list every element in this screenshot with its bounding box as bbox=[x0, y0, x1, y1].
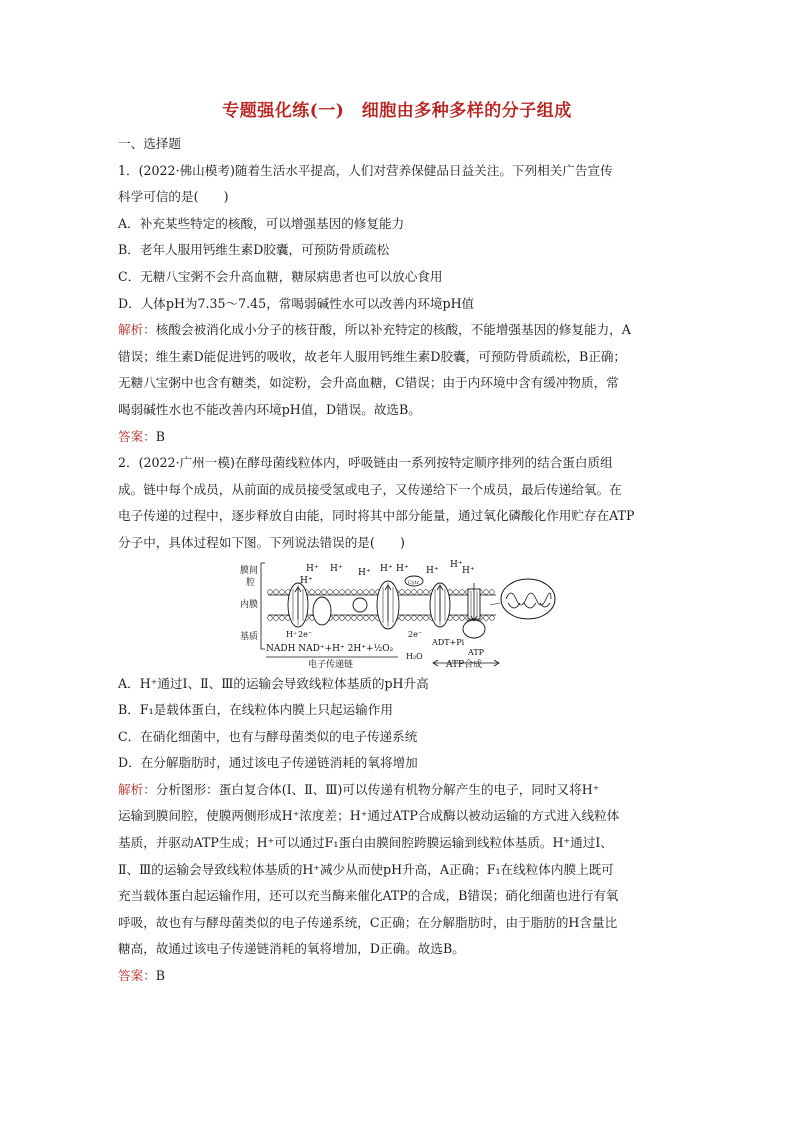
lipid-head bbox=[352, 615, 357, 620]
option-a: A．补充某些特定的核酸，可以增强基因的修复能力 bbox=[118, 215, 405, 231]
h-plus-label: H⁺ bbox=[358, 567, 371, 578]
lipid-head bbox=[346, 615, 351, 620]
question-1 bbox=[118, 158, 688, 451]
cytc-label: Cytc bbox=[408, 579, 420, 586]
analysis-label: 解析： bbox=[118, 781, 156, 797]
analysis-line: 充当载体蛋白起运输作用，还可以充当酶来催化ATP的合成，B错误；硝化细菌也进行有氧 bbox=[118, 888, 619, 904]
answer-line bbox=[118, 424, 688, 451]
h-plus-label: H⁺ bbox=[300, 575, 313, 586]
lipid-head bbox=[274, 589, 279, 594]
lipid-head bbox=[406, 615, 411, 620]
adt-label: ADT+Pi bbox=[432, 637, 465, 647]
lipid-head bbox=[352, 589, 357, 594]
answer-label: 答案： bbox=[118, 428, 156, 444]
lipid-head bbox=[328, 589, 333, 594]
analysis-text: 核酸会被消化成小分子的核苷酸，所以补充特定的核酸，不能增强基因的修复能力，A bbox=[155, 322, 631, 338]
lipid-head bbox=[400, 589, 405, 594]
analysis-line: 基质，并驱动ATP生成；H⁺可以通过F₁蛋白由膜间腔跨膜运输到线粒体基质。H⁺通过Ⅰ、 bbox=[118, 835, 613, 851]
option-b: B．老年人服用钙维生素D胶囊，可预防骨质疏松 bbox=[118, 242, 390, 258]
lipid-head bbox=[460, 615, 465, 620]
option-c: C．无糖八宝粥不会升高血糖，糖尿病患者也可以放心食用 bbox=[118, 268, 443, 284]
h-plus-label: H⁺ bbox=[306, 563, 319, 574]
label-matrix: 基质 bbox=[240, 631, 259, 642]
lipid-head bbox=[280, 589, 285, 594]
option-b: B．F₁是载体蛋白，在线粒体内膜上只起运输作用 bbox=[118, 702, 393, 718]
lipid-head bbox=[406, 589, 411, 594]
lipid-head bbox=[316, 589, 321, 594]
atp-syn-label: ATP合成 bbox=[446, 659, 483, 670]
analysis-line: 呼吸，故也有与酵母菌类似的电子传递系统，C正确；在分解脂肪时，由于脂肪的H含量比 bbox=[118, 914, 618, 930]
analysis-line: 喝弱碱性水也不能改善内环境pH值，D错误。故选B。 bbox=[118, 401, 421, 417]
electron-transport-figure bbox=[118, 559, 688, 671]
lipid-head bbox=[400, 615, 405, 620]
lipid-head bbox=[484, 615, 489, 620]
lipid-head bbox=[418, 615, 423, 620]
lipid-head bbox=[268, 589, 273, 594]
page-title: 专题强化练(一) 细胞由多种多样的分子组成 bbox=[222, 101, 572, 121]
complex-2 bbox=[313, 597, 331, 625]
h-plus-label: H⁺ bbox=[426, 565, 439, 576]
analysis-line: Ⅱ、Ⅲ的运输会导致线粒体基质的H⁺减少从而使pH升高，A正确；F₁在线粒体内膜上既可 bbox=[118, 861, 614, 877]
water-label: H₂O bbox=[406, 651, 423, 661]
figure-svg bbox=[238, 559, 568, 671]
lipid-head bbox=[460, 589, 465, 594]
lipid-head bbox=[310, 589, 315, 594]
section-heading: 一、选择题 bbox=[118, 136, 181, 151]
lipid-head bbox=[280, 615, 285, 620]
lipid-head bbox=[322, 589, 327, 594]
lipid-head bbox=[424, 589, 429, 594]
callout-line bbox=[490, 603, 500, 605]
nadh-label: NADH NAD⁺+H⁺ 2H⁺+½O₂ bbox=[266, 643, 394, 654]
chain-label: 电子传递链 bbox=[308, 659, 354, 670]
question-stem-line: 分子中，具体过程如下图。下列说法错误的是( ) bbox=[118, 534, 405, 550]
lipid-head bbox=[274, 615, 279, 620]
lipid-head bbox=[334, 589, 339, 594]
lipid-head bbox=[370, 615, 375, 620]
lipid-head bbox=[370, 589, 375, 594]
analysis-line: 无糖八宝粥中也含有糖类，如淀粉，会升高血糖，C错误；由于内环境中含有缓冲物质，常 bbox=[118, 375, 619, 391]
analysis-line bbox=[118, 317, 688, 344]
electron-label-2: 2e⁻ bbox=[408, 629, 423, 639]
lipid-head bbox=[424, 615, 429, 620]
analysis-line: 糖高，故通过该电子传递链消耗的氧将增加，D正确。故选B。 bbox=[118, 941, 465, 957]
answer-line bbox=[118, 963, 688, 990]
lipid-head bbox=[412, 615, 417, 620]
h-plus-matrix: H⁺ bbox=[286, 629, 298, 639]
option-d: D．在分解脂肪时，通过该电子传递链消耗的氧将增加 bbox=[118, 755, 418, 771]
lipid-head bbox=[412, 589, 417, 594]
lipid-head bbox=[490, 589, 495, 594]
lipid-head bbox=[358, 615, 363, 620]
h-plus-label: H⁺ bbox=[462, 565, 475, 576]
lipid-head bbox=[268, 615, 273, 620]
lipid-head bbox=[346, 589, 351, 594]
question-stem-line: 科学可信的是( ) bbox=[118, 189, 229, 205]
question-stem-line: 电子传递的过程中，逐步释放自由能，同时将其中部分能量，通过氧化磷酸化作用贮存在ATP bbox=[118, 508, 635, 524]
atp-synthase-f1 bbox=[463, 620, 485, 638]
label-space-top: 膜间 bbox=[240, 565, 259, 576]
answer-value: B bbox=[155, 968, 166, 984]
answer-value: B bbox=[155, 428, 166, 444]
question-stem-line: 成。链中每个成员，从前面的成员接受氢或电子，又传递给下一个成员，最后传递给氧。在 bbox=[118, 481, 622, 497]
h-plus-label: H⁺ bbox=[396, 563, 409, 574]
analysis-line: 运输到膜间腔，使膜两侧形成H⁺浓度差；H⁺通过ATP合成酶以被动运输的方式进入线粒体 bbox=[118, 808, 620, 824]
analysis-line: 错误；维生素D能促进钙的吸收，故老年人服用钙维生素D胶囊，可预防骨质疏松，B正确； bbox=[118, 348, 627, 364]
h-plus-label: H⁺ bbox=[450, 559, 463, 570]
option-a: A．H⁺通过Ⅰ、Ⅱ、Ⅲ的运输会导致线粒体基质的pH升高 bbox=[118, 675, 429, 691]
lipid-head bbox=[418, 589, 423, 594]
mitochondrion-icon bbox=[501, 579, 555, 619]
h-plus-label: H⁺ bbox=[380, 563, 393, 574]
analysis-text: 分析图形：蛋白复合体(Ⅰ、Ⅱ、Ⅲ)可以传递有机物分解产生的电子，同时又将H⁺ bbox=[155, 781, 600, 797]
lipid-head bbox=[454, 589, 459, 594]
lipid-head bbox=[340, 589, 345, 594]
lipid-head bbox=[364, 589, 369, 594]
option-d: D．人体pH为7.35～7.45，常喝弱碱性水可以改善内环境pH值 bbox=[118, 295, 475, 311]
h-plus-label: H⁺ bbox=[330, 563, 343, 574]
document-body bbox=[118, 131, 688, 990]
label-membrane: 内膜 bbox=[240, 599, 259, 610]
lipid-head bbox=[340, 615, 345, 620]
analysis-label: 解析： bbox=[118, 322, 156, 338]
bracket bbox=[261, 563, 265, 649]
lipid-head bbox=[334, 615, 339, 620]
answer-label: 答案： bbox=[118, 968, 156, 984]
lipid-head bbox=[454, 615, 459, 620]
lipid-head bbox=[484, 589, 489, 594]
option-c: C．在硝化细菌中，也有与酵母菌类似的电子传递系统 bbox=[118, 728, 418, 744]
question-2 bbox=[118, 450, 688, 990]
lipid-head bbox=[358, 589, 363, 594]
label-space-bottom: 腔 bbox=[246, 577, 256, 588]
electron-label: 2e⁻ bbox=[298, 629, 313, 639]
complex-q bbox=[353, 598, 367, 612]
question-stem-line: 2．(2022·广州一模)在酵母菌线粒体内，呼吸链由一系列按特定顺序排列的结合蛋白质组 bbox=[118, 455, 613, 471]
atp-label: ATP bbox=[468, 647, 485, 657]
analysis-line bbox=[118, 777, 688, 804]
question-stem-line: 1．(2022·佛山模考)随着生活水平提高，人们对营养保健品日益关注。下列相关广告宣传 bbox=[118, 162, 613, 178]
lipid-head bbox=[490, 615, 495, 620]
lipid-head bbox=[364, 615, 369, 620]
